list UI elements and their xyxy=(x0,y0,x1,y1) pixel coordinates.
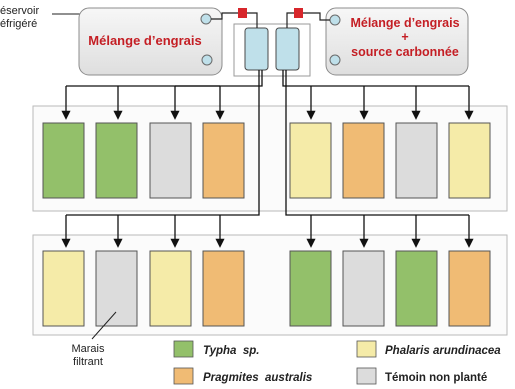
valve-left-icon xyxy=(238,8,247,18)
bed-cell-temoin xyxy=(396,123,437,198)
tank-right xyxy=(326,8,468,75)
legend-label-phalaris: Phalaris arundinacea xyxy=(385,345,501,357)
bed-cell-temoin xyxy=(150,123,191,198)
bed-cell-typha xyxy=(43,123,84,198)
legend-label-temoin: Témoin non planté xyxy=(385,372,488,384)
tank-right-title-line2: + xyxy=(401,30,409,44)
legend-swatch-phalaris xyxy=(357,341,376,357)
bed-cell-phalaris xyxy=(43,251,84,326)
bed-cell-pragmites xyxy=(203,123,244,198)
pump-unit xyxy=(234,8,310,76)
legend xyxy=(174,341,501,384)
bed-cell-typha xyxy=(96,123,137,198)
legend-label-pragmites: Pragmites australis xyxy=(203,372,313,384)
bed-cell-temoin xyxy=(96,251,137,326)
tank-left-inlet-icon xyxy=(201,14,211,24)
marsh-label-line1: Marais xyxy=(71,343,105,355)
reservoir-label-line2: éfrigéré xyxy=(0,18,38,30)
tank-left-title: Mélange d’engrais xyxy=(88,33,202,48)
legend-swatch-temoin xyxy=(357,368,376,384)
legend-swatch-typha xyxy=(174,341,193,357)
tank-right-inlet-icon xyxy=(330,15,340,25)
tank-right-outlet-icon xyxy=(330,55,340,65)
pump-bottle-left xyxy=(245,28,268,70)
tank-right-title-line1: Mélange d’engrais xyxy=(350,16,460,30)
bed-cell-pragmites xyxy=(203,251,244,326)
bed-cell-pragmites xyxy=(449,251,490,326)
legend-swatch-pragmites xyxy=(174,368,193,384)
legend-label-typha: Typha sp. xyxy=(203,345,260,357)
bed-cell-typha xyxy=(396,251,437,326)
bed-cell-phalaris xyxy=(150,251,191,326)
bed-cell-phalaris xyxy=(449,123,490,198)
bed-cell-temoin xyxy=(343,251,384,326)
tank-left-outlet-icon xyxy=(202,55,212,65)
bed-cell-phalaris xyxy=(290,123,331,198)
tank-left xyxy=(79,8,222,75)
marsh-label-line2: filtrant xyxy=(73,356,103,368)
valve-right-icon xyxy=(294,8,303,18)
bed-cell-pragmites xyxy=(343,123,384,198)
reservoir-label-line1: éservoir xyxy=(0,5,40,17)
pump-bottle-right xyxy=(276,28,299,70)
bed-cell-typha xyxy=(290,251,331,326)
tank-right-title-line3: source carbonnée xyxy=(351,45,459,59)
